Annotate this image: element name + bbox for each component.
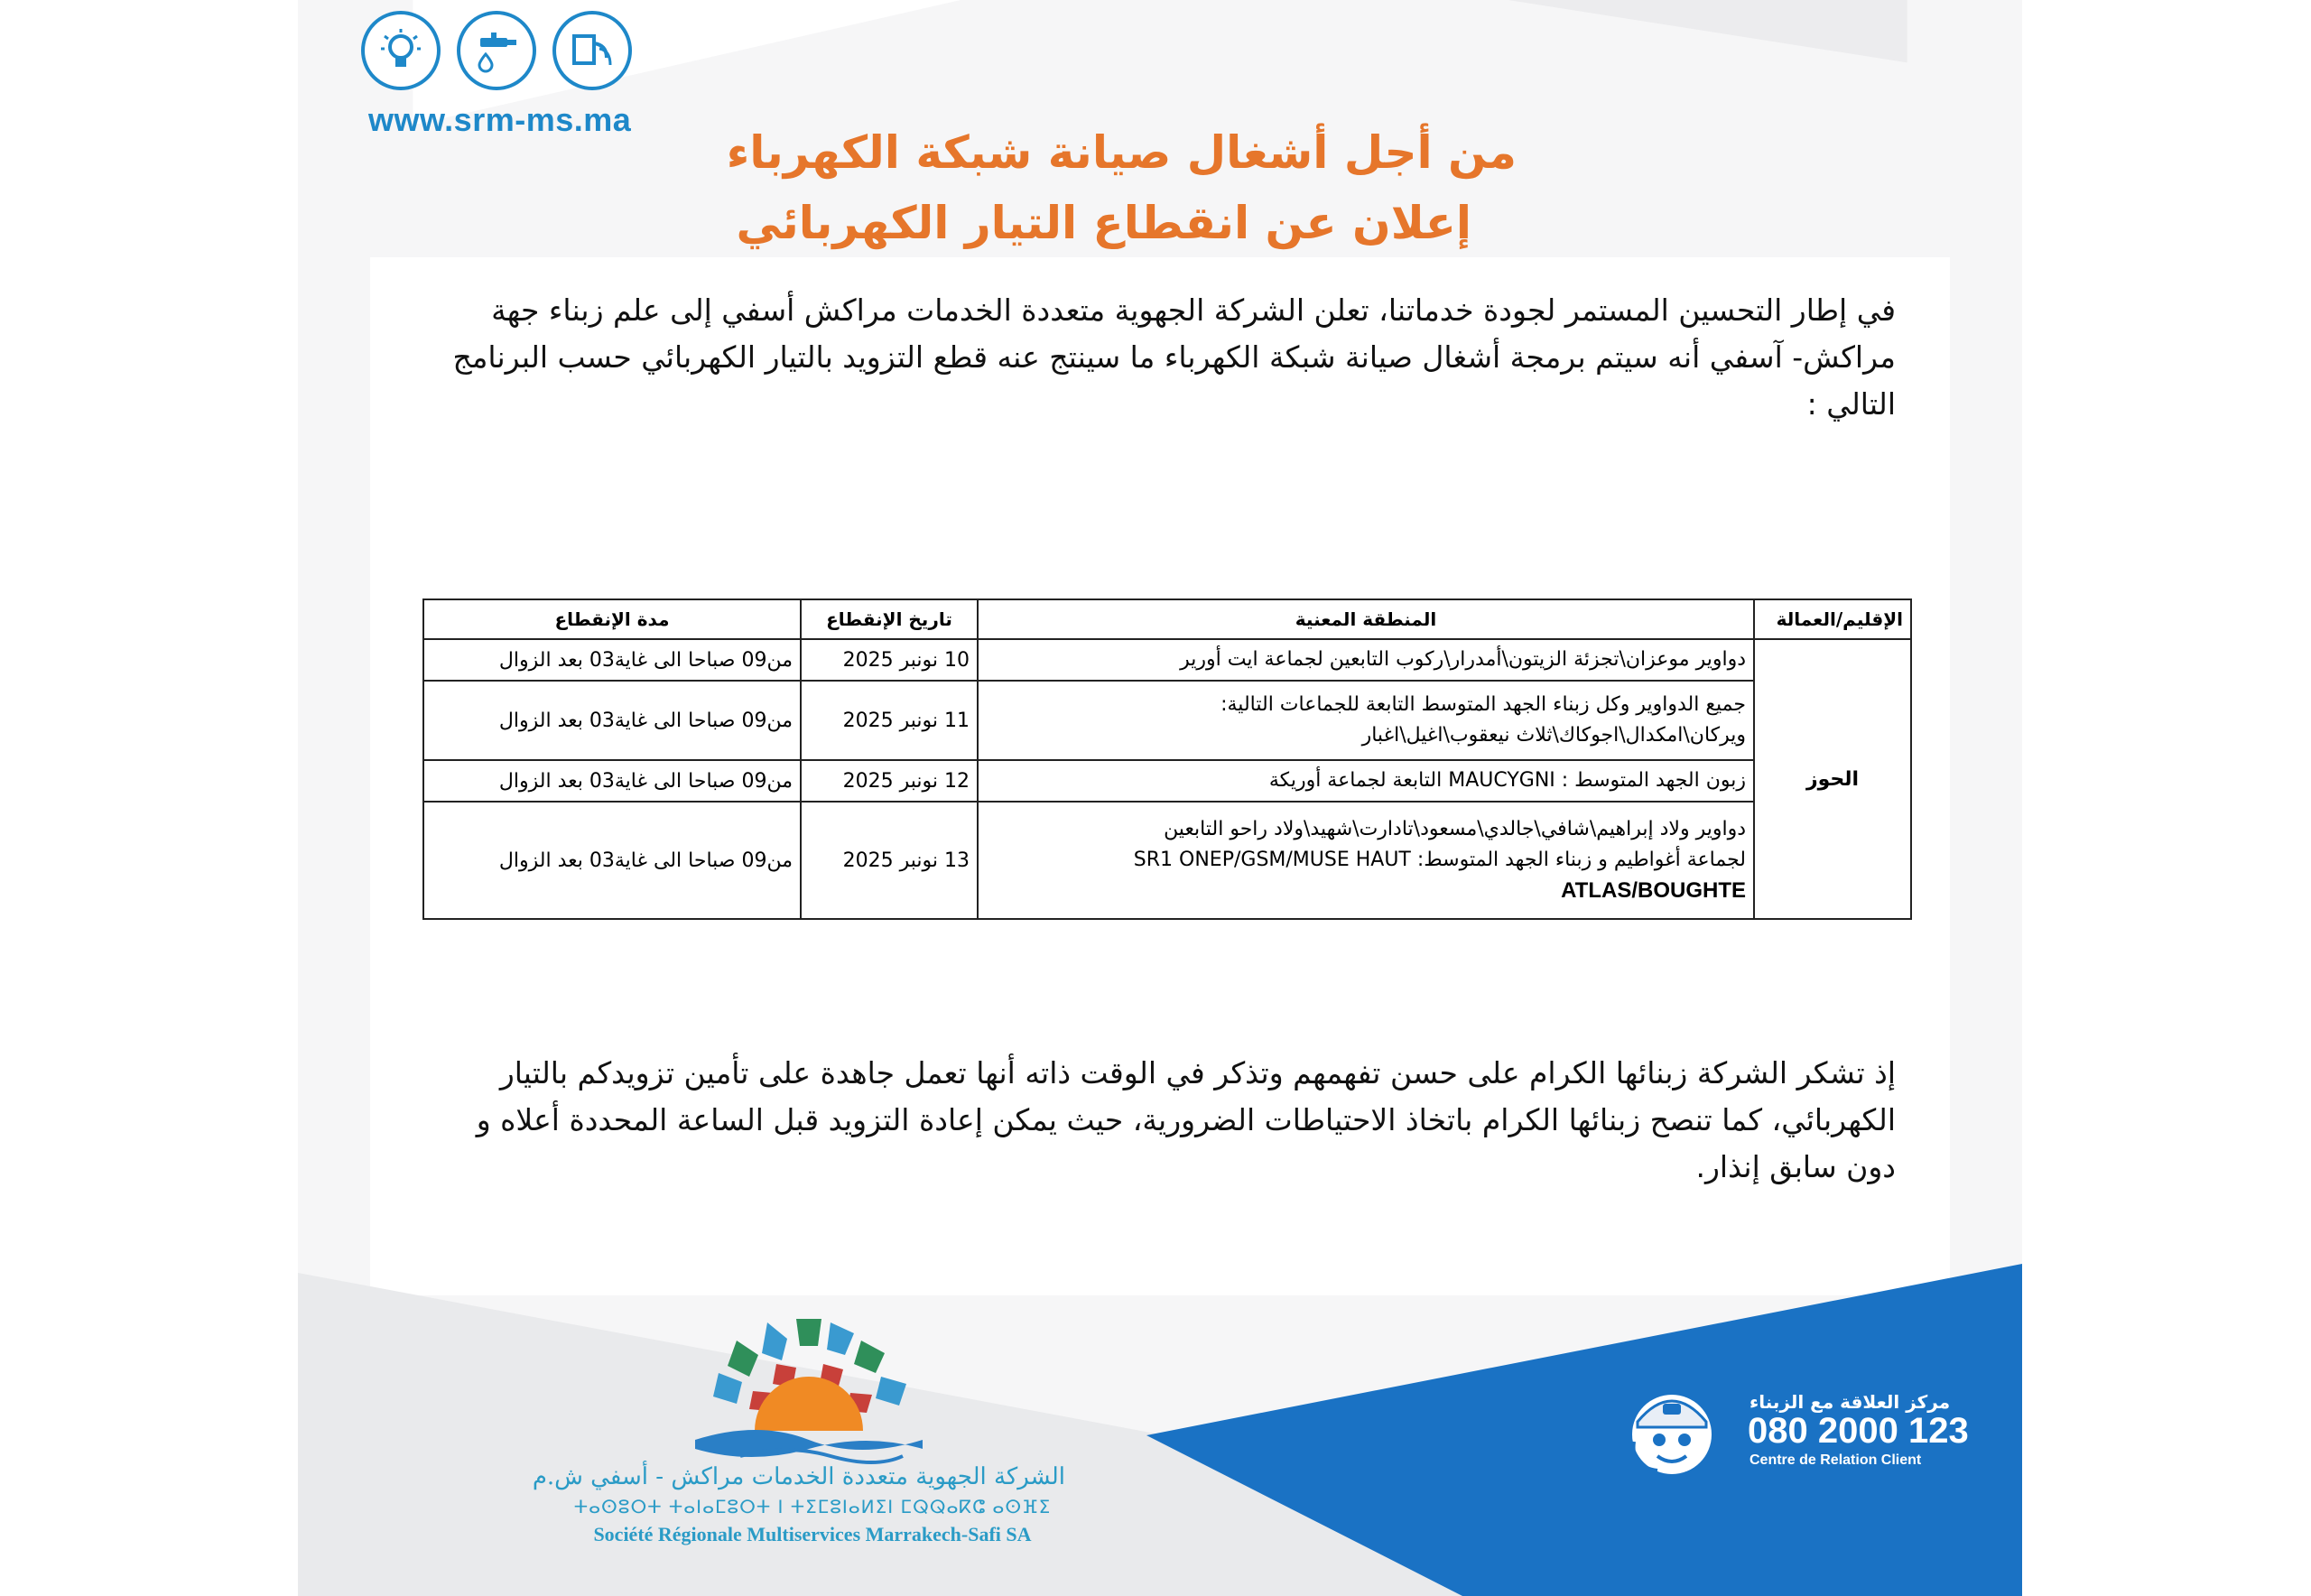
area-cell <box>978 760 1754 802</box>
hotline-caption: Centre de Relation Client <box>1749 1452 1922 1468</box>
table-row <box>423 760 1911 802</box>
hotline-label: مركز العلاقة مع الزبناء <box>1749 1391 1951 1413</box>
area-line: دواوير ولاد إبراهيم\شافي\جالدي\مسعود\تادارت\شهيد\ولاد راحو التابعين <box>1164 818 1746 840</box>
company-logo <box>532 1313 1065 1548</box>
area-line: لجماعة أغواطيم و زبناء الجهد المتوسط: SR1 ONEP/GSM/MUSE HAUT <box>1133 849 1746 871</box>
region-cell: الحوز <box>1754 639 1911 919</box>
area-line: جميع الدواوير وكل زبناء الجهد المتوسط التابعة للجماعات التالية: <box>1220 693 1746 716</box>
title-line-2: إعلان عن انقطاع التيار الكهربائي <box>736 197 1471 249</box>
duration-cell: من09 صباحا الى غاية03 بعد الزوال <box>423 760 801 802</box>
area-cell <box>978 681 1754 760</box>
area-line: زبون الجهد المتوسط : MAUCYGNI التابعة لجماعة أوريكة <box>1268 769 1746 792</box>
area-line: ويركان\امكدال\اجوكاك\ثلاث نيعقوب\اغيل\اغبار <box>1361 724 1746 747</box>
company-name-french: Société Régionale Multiservices Marrakech-Safi SA <box>593 1523 1032 1545</box>
customer-hotline[interactable] <box>1616 1377 1977 1485</box>
area-line: دواوير موعزان\تجزئة الزيتون\أمدرار\ركوب التابعين لجماعة ايت أورير <box>1180 648 1746 671</box>
outage-schedule-table <box>422 598 1912 920</box>
header-duration: مدة الإنقطاع <box>423 599 801 639</box>
area-cell <box>978 802 1754 919</box>
company-name-tifinagh: ⵜⴰⵙⵓⵔⵜ ⵜⴰⵏⴰⵎⵓⵔⵜ ⵏ ⵜⵉⵎⵓⵏⴰⵍⵉⵏ ⵎⵕⵕⴰⴽⵛ ⴰⵙⴼⵉ <box>573 1496 1052 1517</box>
company-name-arabic: الشركة الجهوية متعددة الخدمات مراكش - أسفي ش.م <box>532 1463 1065 1490</box>
table-header-row <box>423 599 1911 639</box>
intro-paragraph: في إطار التحسين المستمر لجودة خدماتنا، تعلن الشركة الجهوية متعددة الخدمات مراكش أسفي إلى علم زبناء جهة مراكش- آسفي أنه سيتم برمجة أشغال صيانة شبكة الكهرباء ما سينتج عنه قطع التزويد بالتيار الكهربائي حسب البرنامج التالي : <box>452 292 1896 422</box>
date-cell: 10 نونبر 2025 <box>801 639 978 681</box>
area-line: ATLAS/BOUGHTE <box>1561 878 1746 903</box>
call-agent-icon <box>1616 1377 1742 1485</box>
header-date: تاريخ الإنقطاع <box>801 599 978 639</box>
title-line-1: من أجل أشغال صيانة شبكة الكهرباء <box>726 126 1517 179</box>
duration-cell: من09 صباحا الى غاية03 بعد الزوال <box>423 681 801 760</box>
header-region: الإقليم/العمالة <box>1754 599 1911 639</box>
date-cell: 12 نونبر 2025 <box>801 760 978 802</box>
date-cell: 13 نونبر 2025 <box>801 802 978 919</box>
header-area: المنطقة المعنية <box>978 599 1754 639</box>
website-url[interactable]: www.srm-ms.ma <box>368 101 632 138</box>
date-cell: 11 نونبر 2025 <box>801 681 978 760</box>
area-cell <box>978 639 1754 681</box>
logo-emblem <box>560 1313 1065 1467</box>
table-row <box>423 639 1911 681</box>
table-row <box>423 802 1911 919</box>
hotline-number[interactable]: 080 2000 123 <box>1748 1411 1969 1451</box>
table-row <box>423 681 1911 760</box>
closing-paragraph: إذ تشكر الشركة زبنائها الكرام على حسن تفهمهم وتذكر في الوقت ذاته أنها تعمل جاهدة على تأمين تزويدكم بالتيار الكهربائي، كما تنصح زبنائها الكرام باتخاذ الاحتياطات الضرورية، حيث يمكن إعادة التزويد قبل الساعة المحددة أعلاه و دون سابق إنذار. <box>476 1055 1896 1184</box>
duration-cell: من09 صباحا الى غاية03 بعد الزوال <box>423 639 801 681</box>
duration-cell: من09 صباحا الى غاية03 بعد الزوال <box>423 802 801 919</box>
